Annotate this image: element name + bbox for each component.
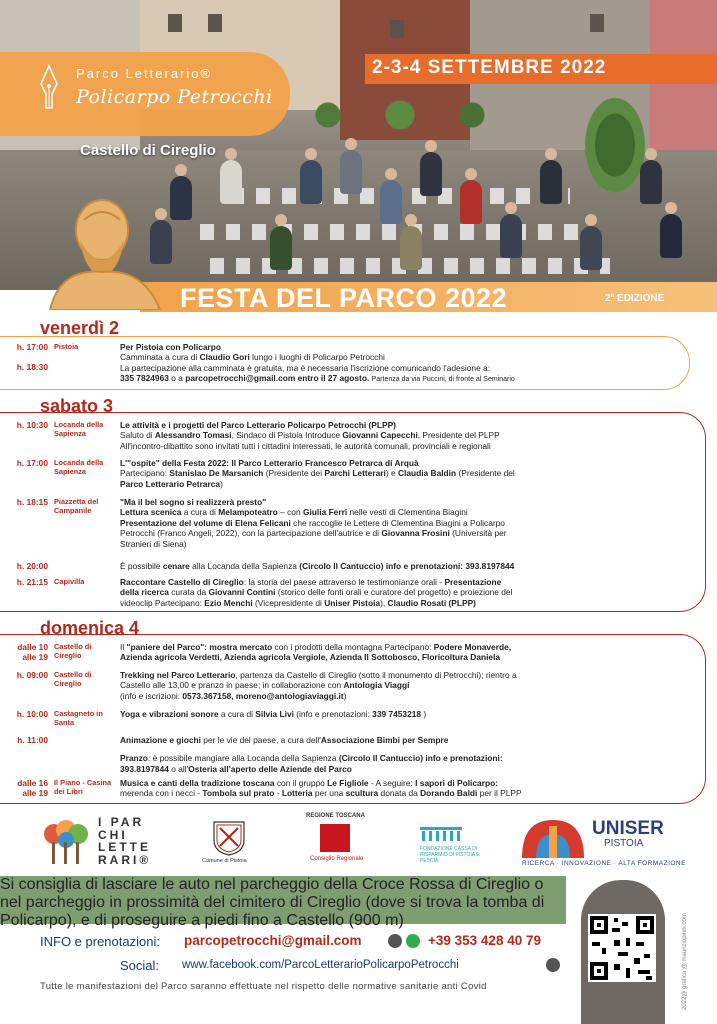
- day-frame: [0, 412, 706, 612]
- info-label: INFO e prenotazioni:: [40, 934, 160, 949]
- event-description: Per Pistoia con Policarpo Camminata a cura di Claudio Gori lungo i luoghi di Policarpo Petrocchi La partecipazione alla camminata è gratuita, ma è necessaria l'iscrizione comunicando l'adesione a: 335 7824963 o a parcopetrocchi@gmail.com entro il 27 agosto. Partenza da via Puccini, di fronte al Seminario: [120, 342, 515, 384]
- window: [590, 14, 604, 32]
- event-end-time: h. 18:30: [16, 362, 48, 372]
- event-place: Castello di Cireglio: [54, 642, 92, 661]
- event-dates: 2-3-4 SETTEMBRE 2022: [372, 57, 607, 78]
- event-time: h. 17:00: [16, 458, 48, 468]
- event-time: h. 20:00: [16, 561, 48, 571]
- logo-text: CHI: [98, 827, 128, 842]
- person: [380, 180, 402, 224]
- event-place: Locanda della Sapienza: [54, 420, 104, 439]
- design-credit: 2022@ grafica @ mauriziopinni.com: [682, 913, 688, 1010]
- parchi-letterari-tree-logo: [40, 818, 92, 866]
- event-time: h. 21:15: [16, 577, 48, 587]
- consiglio-label: Consiglio Regionale: [310, 856, 364, 862]
- phone-icon: [388, 934, 402, 948]
- event-time: h. 18:15: [16, 497, 48, 507]
- person: [170, 176, 192, 220]
- person: [340, 150, 362, 194]
- event-time: h. 09:00: [16, 670, 48, 680]
- person: [220, 160, 242, 204]
- event-end-time: alle 19: [22, 652, 48, 662]
- person: [580, 226, 602, 270]
- event-time: h. 17:00: [16, 342, 48, 352]
- plants: [280, 95, 520, 135]
- event-description: "Ma il bel sogno si realizzerà presto" Lettura scenica a cura di Melampoteatro – con Giulia Ferri nelle vesti di Clementina Biagini Presentazione del volume di Elena Felicani che raccoglie le Lettere di Clementina Biagini a Policarpo Petrocchi (Franco Angeli, 2022), con la partecipazione dell'autrice e di Giovanna Frosini (Università per Stranieri di Siena): [120, 497, 507, 549]
- event-place: Capivilla: [54, 577, 85, 586]
- event-description: È possibile cenare alla Locanda della Sapienza (Circolo Il Cantuccio) info e prenotazioni: 393.8197844: [120, 561, 515, 571]
- window: [168, 14, 182, 32]
- person: [500, 214, 522, 258]
- chairs: [200, 224, 580, 240]
- day-frame: [0, 634, 706, 804]
- event-place: Pistoia: [54, 342, 79, 351]
- parking-note: Si consiglia di lasciare le auto nel parcheggio della Croce Rossa di Cireglio o nel parcheggio in prossimità del cimitero di Cireglio (dove si trova la tomba di Policarpo), e di proseguire a piedi fino a Castello (900 m): [0, 876, 545, 929]
- person: [300, 160, 322, 204]
- event-place: Castello di Cireglio: [54, 670, 92, 689]
- location-title: Castello di Cireglio: [80, 142, 216, 159]
- event-description: Il "paniere del Parco": mostra mercato con i prodotti della montagna Partecipano: Podere Monaverde, Azienda agricola Verdetti, Azienda agricola Vergiole, Azienda Il Sottobosco, Floricoltura Daniela: [120, 642, 512, 663]
- parking-text: [0, 876, 566, 930]
- window: [390, 20, 404, 38]
- event-time: h. 10:00: [16, 709, 48, 719]
- event-place: Castagneto in Santa: [54, 709, 103, 728]
- person: [270, 226, 292, 270]
- logo-text: RARI®: [98, 852, 152, 867]
- fountain-pen-icon: [38, 64, 60, 116]
- facebook-icon: [546, 958, 560, 972]
- fondazione-label: FONDAZIONE CASSA DI RISPARMIO DI PISTOIA E PESCIA: [420, 846, 480, 864]
- event-description: Raccontare Castello di Cireglio: la storia del paese attraverso le testimonianze orali - Presentazione della ricerca curata da Giovanni Contini (storico delle fonti orali e curatore del progetto) e proiezione del videoclip Partecipano: Ezio Menchi (Vicepresidente di Uniser Pistoia), Claudio Rosati (PLPP): [120, 577, 513, 608]
- uniser-logo: [518, 814, 588, 860]
- person: [540, 160, 562, 204]
- brand-top: Parco Letterario®: [76, 66, 213, 81]
- regione-label: REGIONE TOSCANA: [306, 813, 365, 819]
- event-description: Trekking nel Parco Letterario, partenza da Castello di Cireglio (sotto il monumento di Petrocchi); rientro a Castello alle 13,00 e pranzo in paese; in collaborazione con Antologia Viaggi (info e iscrizioni: 0573.367158, moreno@antologiaviaggi.it): [120, 670, 517, 701]
- contact-email[interactable]: parcopetrocchi@gmail.com: [184, 933, 362, 948]
- event-description: Musica e canti della tradizione toscana con il gruppo Le Figliole - A seguire: I sapori di Policarpo: merenda con i necci - Tombola sul prato - Lotteria per una scultura donata da Dorando Baldi per il PLPP: [120, 778, 522, 799]
- person: [460, 180, 482, 224]
- person: [660, 214, 682, 258]
- event-description: Le attività e i progetti del Parco Letterario Policarpo Petrocchi (PLPP) Saluto di Alessandro Tomasi, Sindaco di Pistoia Introduce Giovanni Capecchi, Presidente del PLPP All'incontro-dibattito sono invitati tutti i cittadini interessati, le autorità comunali, provinciali e regionali: [120, 420, 500, 451]
- logo-text: LETTE: [98, 840, 151, 854]
- parchi-letterari-wordmark: [98, 816, 151, 866]
- logo-text: I PAR: [98, 815, 145, 829]
- window: [208, 14, 222, 32]
- contact-phone[interactable]: +39 353 428 40 79: [428, 933, 541, 948]
- event-time: h. 10:30: [16, 420, 48, 430]
- covid-disclaimer: Tutte le manifestazioni del Parco saranno effettuate nel rispetto delle normative sanitarie anti Covid: [40, 981, 487, 992]
- event-time: dalle 10: [17, 642, 48, 652]
- festival-title: FESTA DEL PARCO 2022: [180, 283, 508, 313]
- event-place: Piazzetta del Campanile: [54, 497, 99, 516]
- event-description: Yoga e vibrazioni sonore a cura di Silvia Livi (info e prenotazioni: 339 7453218 ): [120, 709, 427, 719]
- qr-code[interactable]: [588, 914, 656, 982]
- edition-label: 2ª EDIZIONE: [605, 293, 665, 304]
- person: [640, 160, 662, 204]
- petrocchi-bust-illustration: [40, 190, 170, 310]
- event-end-time: alle 19: [22, 788, 48, 798]
- day-heading-friday: venerdì 2: [40, 318, 120, 338]
- uniser-wordmark: UNISER: [592, 818, 664, 839]
- comune-label: Comune di Pistoia: [202, 858, 247, 864]
- uniser-tagline: RICERCA · INNOVAZIONE · ALTA FORMAZIONE: [522, 860, 686, 867]
- uniser-city: PISTOIA: [604, 838, 644, 849]
- brand-name: Policarpo Petrocchi: [76, 86, 273, 108]
- event-time: h. 11:00: [17, 735, 48, 745]
- event-time: dalle 16: [17, 778, 48, 788]
- fondazione-building-logo: [418, 823, 464, 843]
- day-heading-sunday: domenica 4: [40, 618, 140, 638]
- regione-toscana-logo: [320, 824, 350, 852]
- facebook-link[interactable]: www.facebook.com/ParcoLetterarioPolicarpoPetrocchi: [182, 959, 459, 971]
- event-description: L'"ospite" della Festa 2022: Il Parco Letterario Francesco Petrarca di Arquà Partecipano: Stanislao De Marsanich (Presidente dei Parchi Letterari) e Claudia Baldin (Presidente del Parco Letterario Petrarca): [120, 458, 515, 489]
- comune-pistoia-crest-logo: [208, 820, 250, 856]
- event-description: Animazione e giochi per le vie del paese, a cura dell'Associazione Bimbi per Sempre Pranzo: è possibile mangiare alla Locanda della Sapienza (Circolo Il Cantuccio) info e prenotazioni: 393.8197844 o all'Osteria all'aperto delle Aziende del Parco: [120, 735, 503, 774]
- social-label: Social:: [120, 958, 160, 973]
- day-heading-saturday: sabato 3: [40, 396, 114, 416]
- person: [420, 152, 442, 196]
- event-place: Il Piano - Casina dei Libri: [54, 778, 112, 797]
- person: [400, 226, 422, 270]
- event-place: Locanda della Sapienza: [54, 458, 104, 477]
- whatsapp-icon: [406, 934, 420, 948]
